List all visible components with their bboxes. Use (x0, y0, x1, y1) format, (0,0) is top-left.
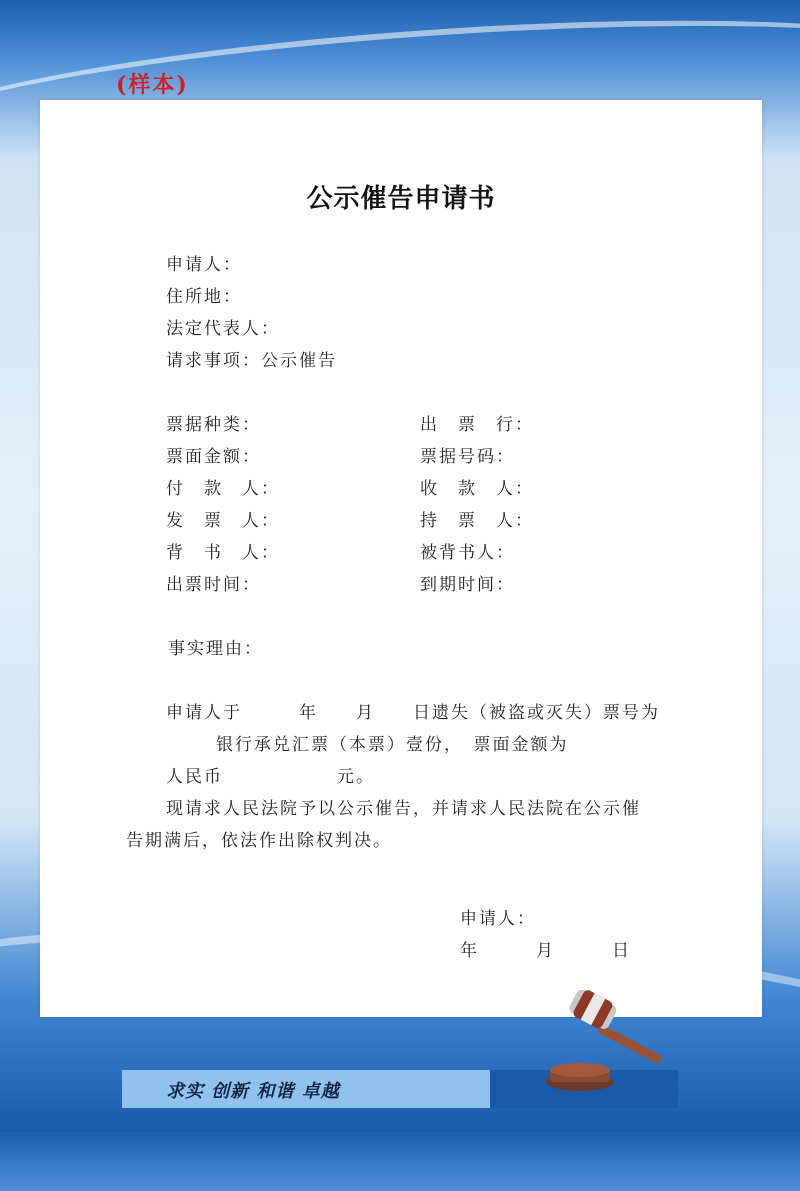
body-line-4: 现请求人民法院予以公示催告，并请求人民法院在公示催 (166, 799, 641, 819)
due-date-field: 到期时间： (420, 575, 515, 595)
bill-number-field: 票据号码： (420, 447, 515, 467)
endorsee-field: 被背书人： (420, 543, 515, 563)
issue-date-field: 出票时间： (166, 575, 261, 595)
face-amount-field: 票面金额： (166, 447, 261, 467)
legal-rep-line: 法定代表人： (166, 319, 280, 339)
body-line-2: 银行承兑汇票（本票）壹份， 票面金额为 (216, 735, 569, 755)
body-line-1: 申请人于 年 月 日遗失（被盗或灭失）票号为 (166, 703, 660, 723)
request-line: 请求事项：公示催告 (166, 351, 337, 371)
issuing-bank-field: 出 票 行： (420, 415, 534, 435)
facts-label: 事实理由： (168, 639, 263, 659)
signature-applicant: 申请人： (460, 909, 536, 929)
body-line-3: 人民币 元。 (166, 767, 375, 787)
gavel-icon (540, 990, 680, 1100)
document-page (40, 100, 762, 1017)
endorser-field: 背 书 人： (166, 543, 280, 563)
payer-field: 付 款 人： (166, 479, 280, 499)
signature-date: 年 月 日 (460, 941, 631, 961)
applicant-line: 申请人： (166, 255, 242, 275)
payee-field: 收 款 人： (420, 479, 534, 499)
address-line: 住所地： (166, 287, 242, 307)
footer-slogan: 求实 创新 和谐 卓越 (166, 1081, 340, 1102)
drawer-field: 发 票 人： (166, 511, 280, 531)
body-line-5: 告期满后，依法作出除权判决。 (126, 831, 392, 851)
sample-label: (样本) (116, 72, 189, 98)
holder-field: 持 票 人： (420, 511, 534, 531)
bill-type-field: 票据种类： (166, 415, 261, 435)
document-title: 公示催告申请书 (306, 184, 496, 214)
